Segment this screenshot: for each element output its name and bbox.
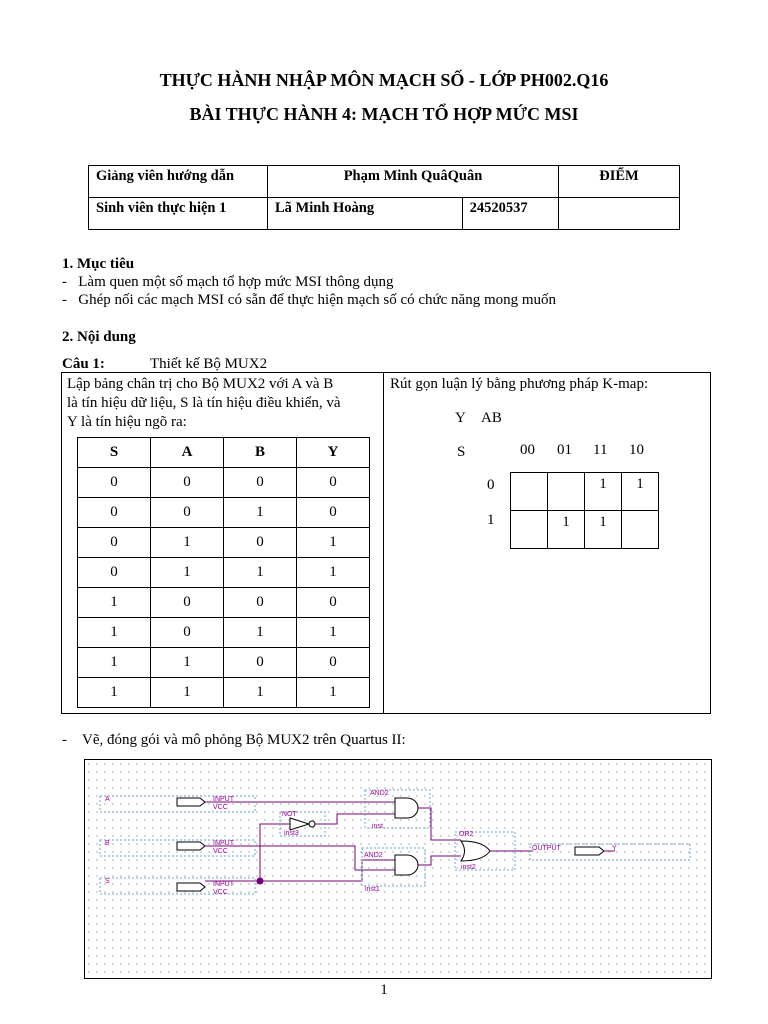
cell: 0 [224, 468, 297, 498]
cell: 0 [78, 528, 151, 558]
student-label: Sinh viên thực hiện 1 [89, 198, 268, 230]
table-row [78, 528, 370, 558]
quartus-schematic [84, 759, 712, 979]
cell: 1 [297, 528, 370, 558]
question-label: Câu 1: [62, 356, 105, 372]
table-row [78, 678, 370, 708]
kmap-row [511, 473, 659, 511]
cell: 1 [297, 678, 370, 708]
lab-title: BÀI THỰC HÀNH 4: MẠCH TỔ HỢP MỨC MSI [189, 104, 579, 124]
desc-line: Lập bảng chân trị cho Bộ MUX2 với A và B [67, 376, 334, 392]
section1-bullet1: - Làm quen một số mạch tổ hợp mức MSI thông dụng [62, 274, 394, 290]
kmap-col-header: 10 [629, 442, 644, 458]
and-bottom-inst-label: inst1 [365, 886, 380, 893]
vcc-tag: VCC [213, 889, 228, 896]
kmap-row [511, 511, 659, 549]
desc-line: Y là tín hiệu ngõ ra: [67, 414, 187, 430]
section2-heading: 2. Nội dung [62, 329, 136, 345]
cell: 0 [297, 588, 370, 618]
table-row [78, 588, 370, 618]
cell: 0 [151, 588, 224, 618]
kmap-desc: Rút gọn luận lý bằng phương pháp K-map: [390, 376, 649, 392]
question-text: Thiết kế Bộ MUX2 [150, 356, 268, 372]
info-table [88, 165, 680, 230]
instructor-name: Phạm Minh QuâQuân [268, 166, 559, 198]
column-divider [383, 372, 384, 713]
cell: 1 [224, 678, 297, 708]
header-cell: Y [297, 438, 370, 468]
student-name: Lã Minh Hoàng [268, 198, 463, 230]
draw-note-text: Vẽ, đóng gói và mô phỏng Bộ MUX2 trên Quartus II: [82, 732, 406, 748]
kmap-row-label: 1 [487, 512, 495, 528]
table-row [78, 648, 370, 678]
and-bottom-type-label: AND2 [364, 852, 383, 859]
cell: 1 [224, 498, 297, 528]
student-id: 24520537 [462, 198, 558, 230]
or-type-label: OR2 [459, 831, 474, 838]
input-s-label: S [105, 878, 110, 885]
kmap-row-label: 0 [487, 477, 495, 493]
cell: 1 [151, 648, 224, 678]
cell: 0 [151, 468, 224, 498]
output-y-label: Y [612, 845, 617, 852]
kmap-cell: 1 [585, 473, 622, 511]
output-tag: OUTPUT [532, 845, 561, 852]
input-a-label: A [105, 796, 110, 803]
cell: 1 [78, 618, 151, 648]
kmap-col-header: 00 [520, 442, 535, 458]
cell: 0 [151, 498, 224, 528]
kmap-ab-label: AB [481, 410, 502, 426]
cell: 1 [78, 648, 151, 678]
schematic-wires [85, 760, 711, 978]
kmap-cell [622, 511, 659, 549]
not-type-label: NOT [282, 811, 297, 818]
section1-heading: 1. Mục tiêu [62, 256, 135, 272]
or-inst-label: inst2 [461, 864, 476, 871]
score-label: ĐIỂM [559, 166, 680, 198]
kmap-grid [510, 472, 659, 549]
page-number: 1 [380, 982, 388, 998]
bullet-text: Làm quen một số mạch tổ hợp mức MSI thông dụng [78, 274, 394, 290]
kmap-cell: 1 [548, 511, 585, 549]
vcc-tag: VCC [213, 848, 228, 855]
input-tag: INPUT [213, 796, 234, 803]
and-top-type-label: AND2 [370, 790, 389, 797]
header-cell: S [78, 438, 151, 468]
cell: 0 [297, 468, 370, 498]
bullet-text: Ghép nối các mạch MSI có sẵn để thực hiện mạch số có chức năng mong muốn [78, 292, 557, 308]
cell: 1 [151, 528, 224, 558]
kmap-cell [511, 473, 548, 511]
cell: 0 [224, 528, 297, 558]
header-cell: A [151, 438, 224, 468]
section1-bullet2: - Ghép nối các mạch MSI có sẵn để thực hiện mạch số có chức năng mong muốn [62, 292, 557, 308]
cell: 1 [151, 678, 224, 708]
cell: 0 [297, 648, 370, 678]
table-row [78, 498, 370, 528]
vcc-tag: VCC [213, 804, 228, 811]
cell: 1 [224, 618, 297, 648]
kmap-cell: 1 [585, 511, 622, 549]
cell: 0 [78, 468, 151, 498]
cell: 1 [297, 618, 370, 648]
not-inst-label: inst3 [284, 830, 299, 837]
input-tag: INPUT [213, 840, 234, 847]
kmap-col-header: 01 [557, 442, 572, 458]
doc-title: THỰC HÀNH NHẬP MÔN MẠCH SỐ - LỚP PH002.Q16 [159, 70, 609, 90]
cell: 1 [78, 588, 151, 618]
kmap-cell [511, 511, 548, 549]
cell: 0 [224, 648, 297, 678]
cell: 0 [78, 498, 151, 528]
table-row [78, 558, 370, 588]
cell: 0 [224, 588, 297, 618]
desc-line: là tín hiệu dữ liệu, S là tín hiệu điều khiển, và [67, 395, 341, 411]
and-top-inst-label: inst [372, 823, 383, 830]
table-row [78, 618, 370, 648]
table-row [78, 468, 370, 498]
kmap-cell [548, 473, 585, 511]
truth-table-header [78, 438, 370, 468]
cell: 1 [224, 558, 297, 588]
kmap-s-label: S [457, 444, 466, 460]
cell: 1 [297, 558, 370, 588]
cell: 1 [78, 678, 151, 708]
kmap-y-label: Y [455, 410, 466, 426]
input-tag: INPUT [213, 881, 234, 888]
cell: 0 [297, 498, 370, 528]
kmap-cell: 1 [622, 473, 659, 511]
header-cell: B [224, 438, 297, 468]
truth-table-desc [67, 375, 341, 432]
truth-table [77, 437, 370, 708]
draw-note: - Vẽ, đóng gói và mô phỏng Bộ MUX2 trên Quartus II: [62, 732, 406, 748]
cell: 0 [151, 618, 224, 648]
instructor-label: Giảng viên hướng dẫn [89, 166, 268, 198]
input-b-label: B [105, 840, 110, 847]
cell: 1 [151, 558, 224, 588]
cell: 0 [78, 558, 151, 588]
kmap-col-header: 11 [593, 442, 608, 458]
score-value [559, 198, 680, 230]
